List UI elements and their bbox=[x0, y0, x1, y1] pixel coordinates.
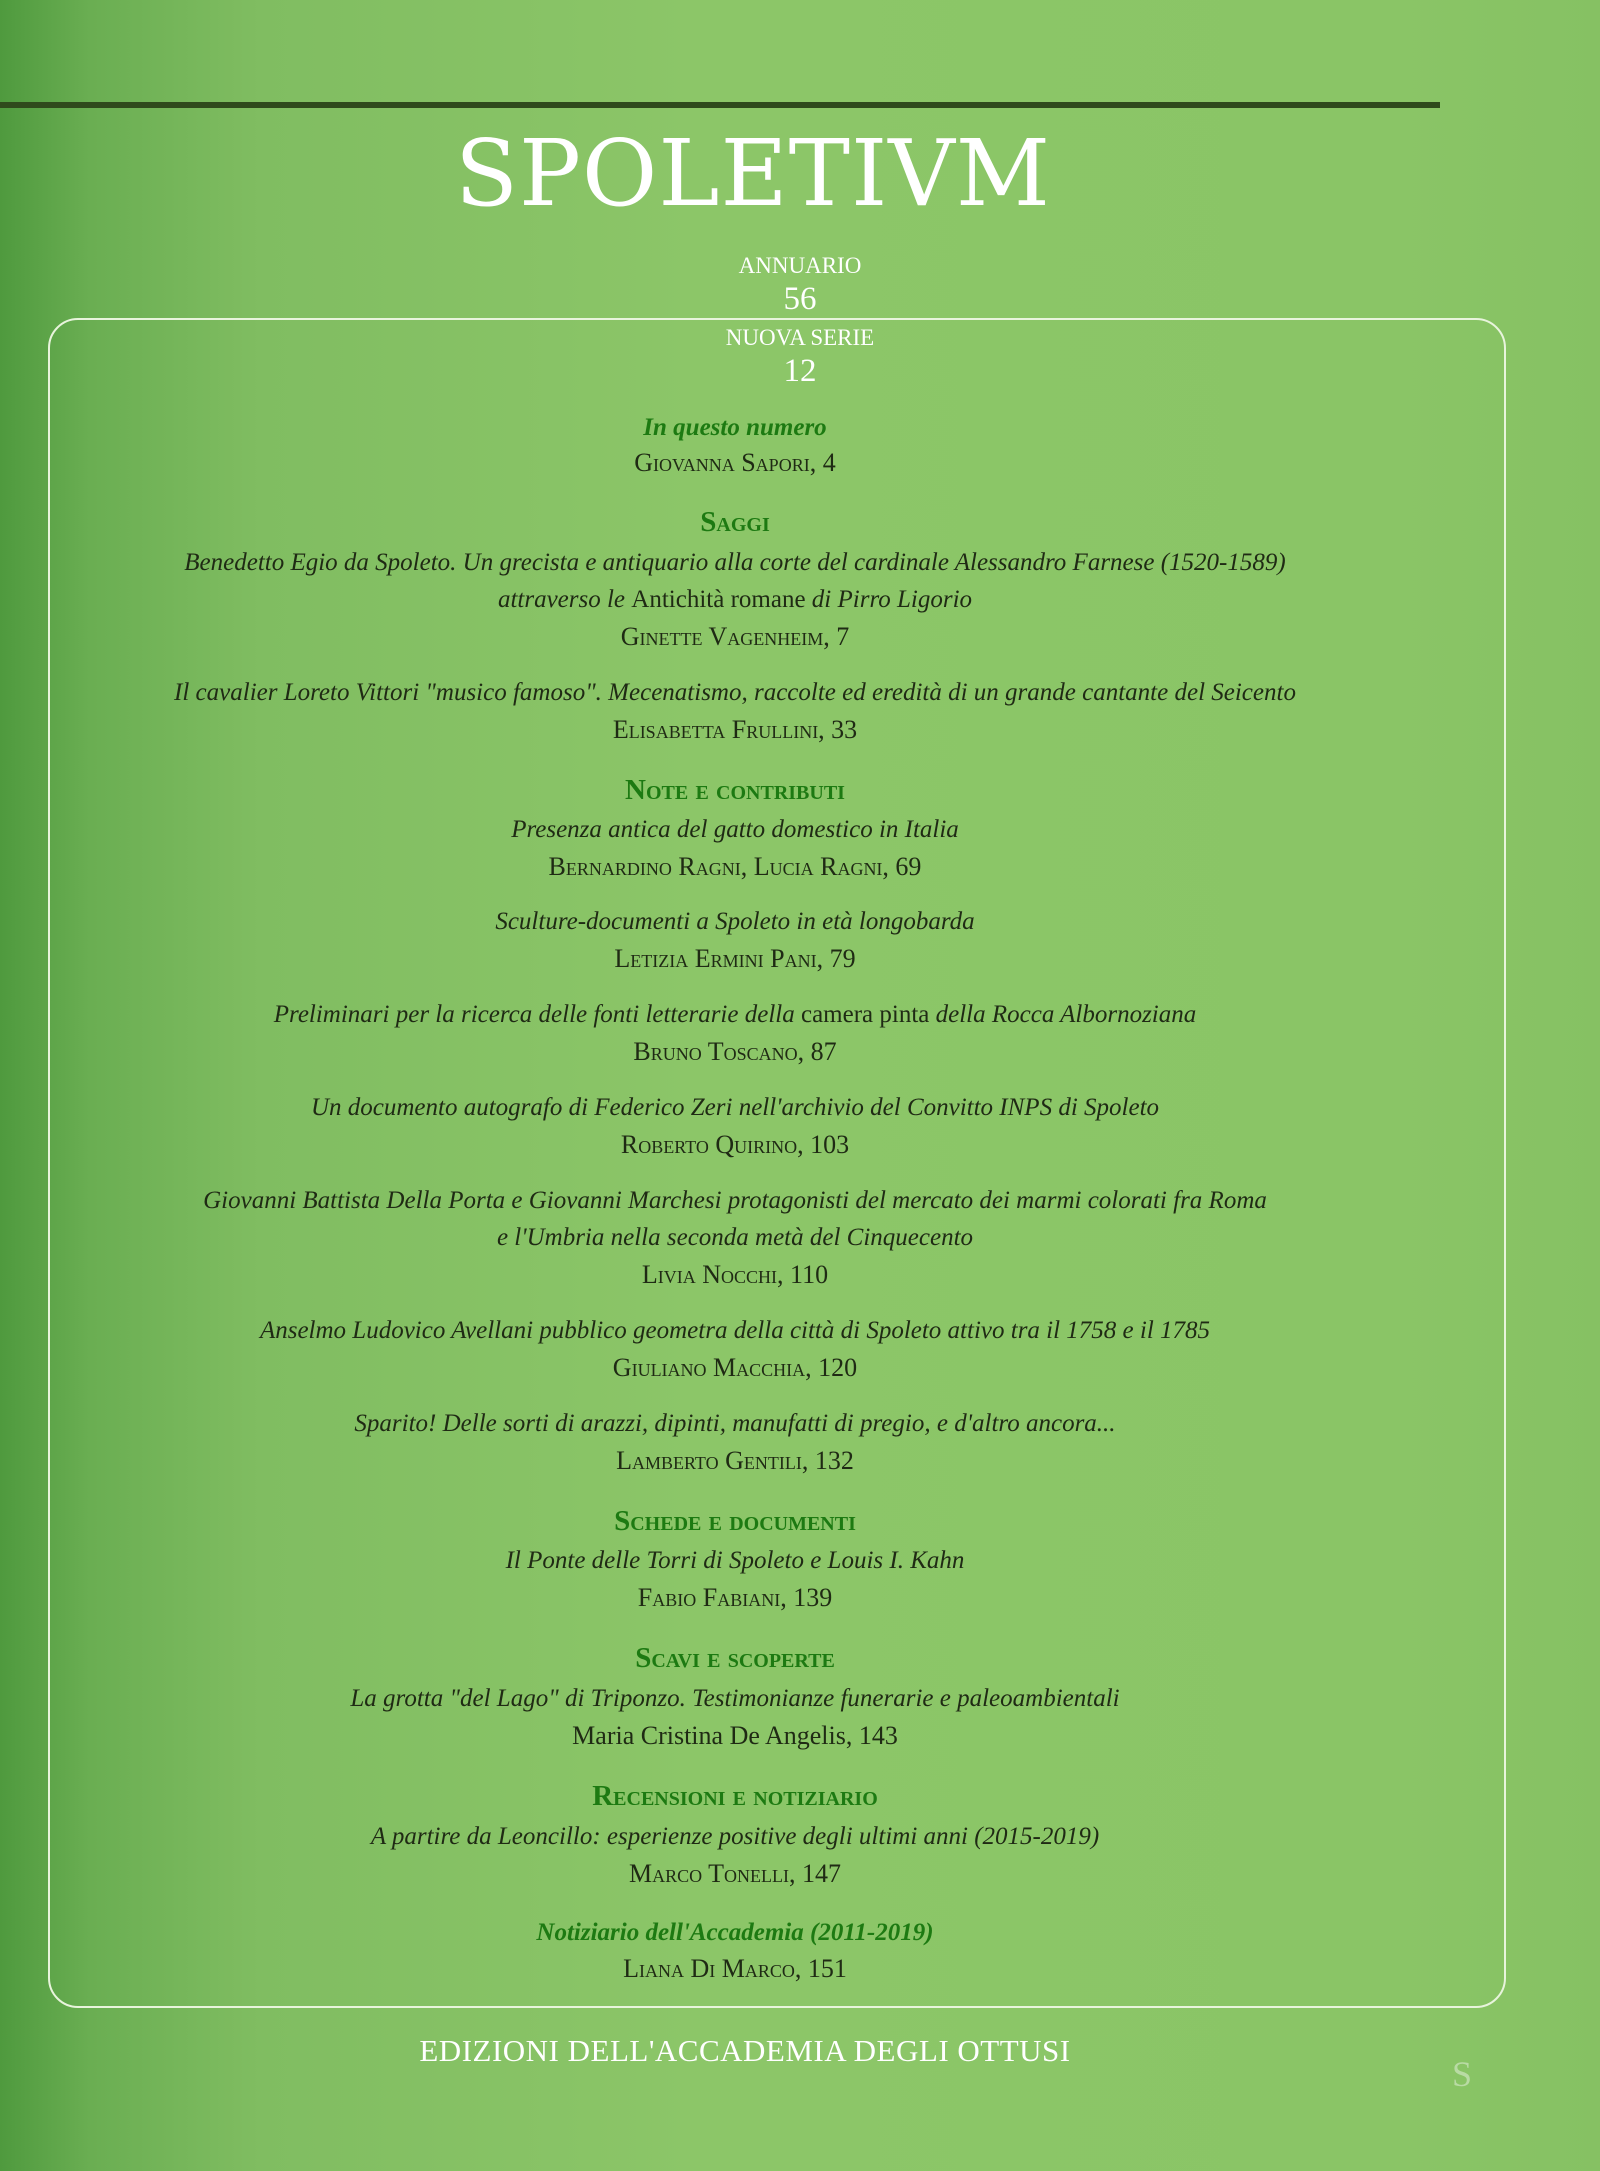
entry-title: Il cavalier Loreto Vittori "musico famoso". Mecenatismo, raccolte ed eredità di un grande cantante del Seicento bbox=[174, 679, 1296, 706]
serie-label: NUOVA SERIE bbox=[725, 325, 875, 350]
section-recensioni-notiziario: Recensioni e notiziario bbox=[592, 1780, 878, 1812]
entry-author: Liana Di Marco, 151 bbox=[623, 1954, 847, 1983]
entry-author: Lamberto Gentili, 132 bbox=[616, 1446, 854, 1475]
section-note-contributi: Note e contributi bbox=[625, 774, 845, 806]
entry-title-continued: e l'Umbria nella seconda metà del Cinquecento bbox=[496, 1224, 974, 1251]
entry-author: Bruno Toscano, 87 bbox=[633, 1037, 837, 1066]
entry-title: Un documento autografo di Federico Zeri nell'archivio del Convitto INPS di Spoleto bbox=[310, 1094, 1160, 1121]
top-rule bbox=[0, 102, 1440, 108]
annuario-label: ANNUARIO bbox=[738, 253, 862, 278]
notiziario-heading: Notiziario dell'Accademia (2011-2019) bbox=[536, 1919, 934, 1946]
entry-title: La grotta "del Lago" di Triponzo. Testimonianze funerarie e paleoambientali bbox=[350, 1685, 1120, 1712]
entry-author: Fabio Fabiani, 139 bbox=[637, 1583, 833, 1612]
entry-title-continued: attraverso le Antichità romane di Pirro Ligorio bbox=[497, 586, 973, 613]
entry-title: Sparito! Delle sorti di arazzi, dipinti, manufatti di pregio, e d'altro ancora... bbox=[354, 1410, 1116, 1437]
entry-author: Letizia Ermini Pani, 79 bbox=[614, 944, 856, 973]
section-saggi: Saggi bbox=[700, 506, 770, 538]
entry-author: Maria Cristina De Angelis, 143 bbox=[572, 1721, 898, 1750]
entry-title: Sculture-documenti a Spoleto in età longobarda bbox=[495, 908, 975, 935]
annuario-number: 56 bbox=[783, 281, 817, 317]
entry-title: Anselmo Ludovico Avellani pubblico geometra della città di Spoleto attivo tra il 1758 e il 1785 bbox=[259, 1317, 1211, 1344]
entry-author: Giuliano Macchia, 120 bbox=[612, 1353, 858, 1382]
entry-title: Presenza antica del gatto domestico in Italia bbox=[511, 816, 959, 843]
entry-title: Il Ponte delle Torri di Spoleto e Louis I. Kahn bbox=[505, 1547, 965, 1574]
intro-author: Giovanna Sapori, 4 bbox=[634, 448, 836, 477]
intro-heading: In questo numero bbox=[643, 414, 827, 441]
entry-title: A partire da Leoncillo: esperienze positive degli ultimi anni (2015-2019) bbox=[370, 1823, 1100, 1850]
serie-number: 12 bbox=[783, 353, 817, 389]
entry-title: Giovanni Battista Della Porta e Giovanni Marchesi protagonisti del mercato dei marmi colorati fra Roma bbox=[203, 1187, 1267, 1214]
entry-author: Marco Tonelli, 147 bbox=[628, 1859, 842, 1888]
entry-author: Elisabetta Frullini, 33 bbox=[612, 715, 858, 744]
entry-author: Ginette Vagenheim, 7 bbox=[620, 622, 850, 651]
section-scavi-scoperte: Scavi e scoperte bbox=[635, 1642, 835, 1674]
publisher-imprint: EDIZIONI DELL'ACCADEMIA DEGLI OTTUSI bbox=[419, 2033, 1071, 2068]
entry-title: Benedetto Egio da Spoleto. Un grecista e antiquario alla corte del cardinale Alessandro Farnese (1520-1589) bbox=[184, 549, 1286, 576]
entry-author: Roberto Quirino, 103 bbox=[620, 1130, 850, 1159]
corner-mark: S bbox=[1452, 2054, 1473, 2094]
section-schede-documenti: Schede e documenti bbox=[614, 1505, 856, 1537]
journal-title: SPOLETIVM bbox=[455, 120, 1051, 227]
entry-author: Bernardino Ragni, Lucia Ragni, 69 bbox=[548, 852, 922, 881]
entry-title: Preliminari per la ricerca delle fonti letterarie della camera pinta della Rocca Albornoziana bbox=[273, 1001, 1197, 1028]
entry-author: Livia Nocchi, 110 bbox=[641, 1260, 829, 1289]
